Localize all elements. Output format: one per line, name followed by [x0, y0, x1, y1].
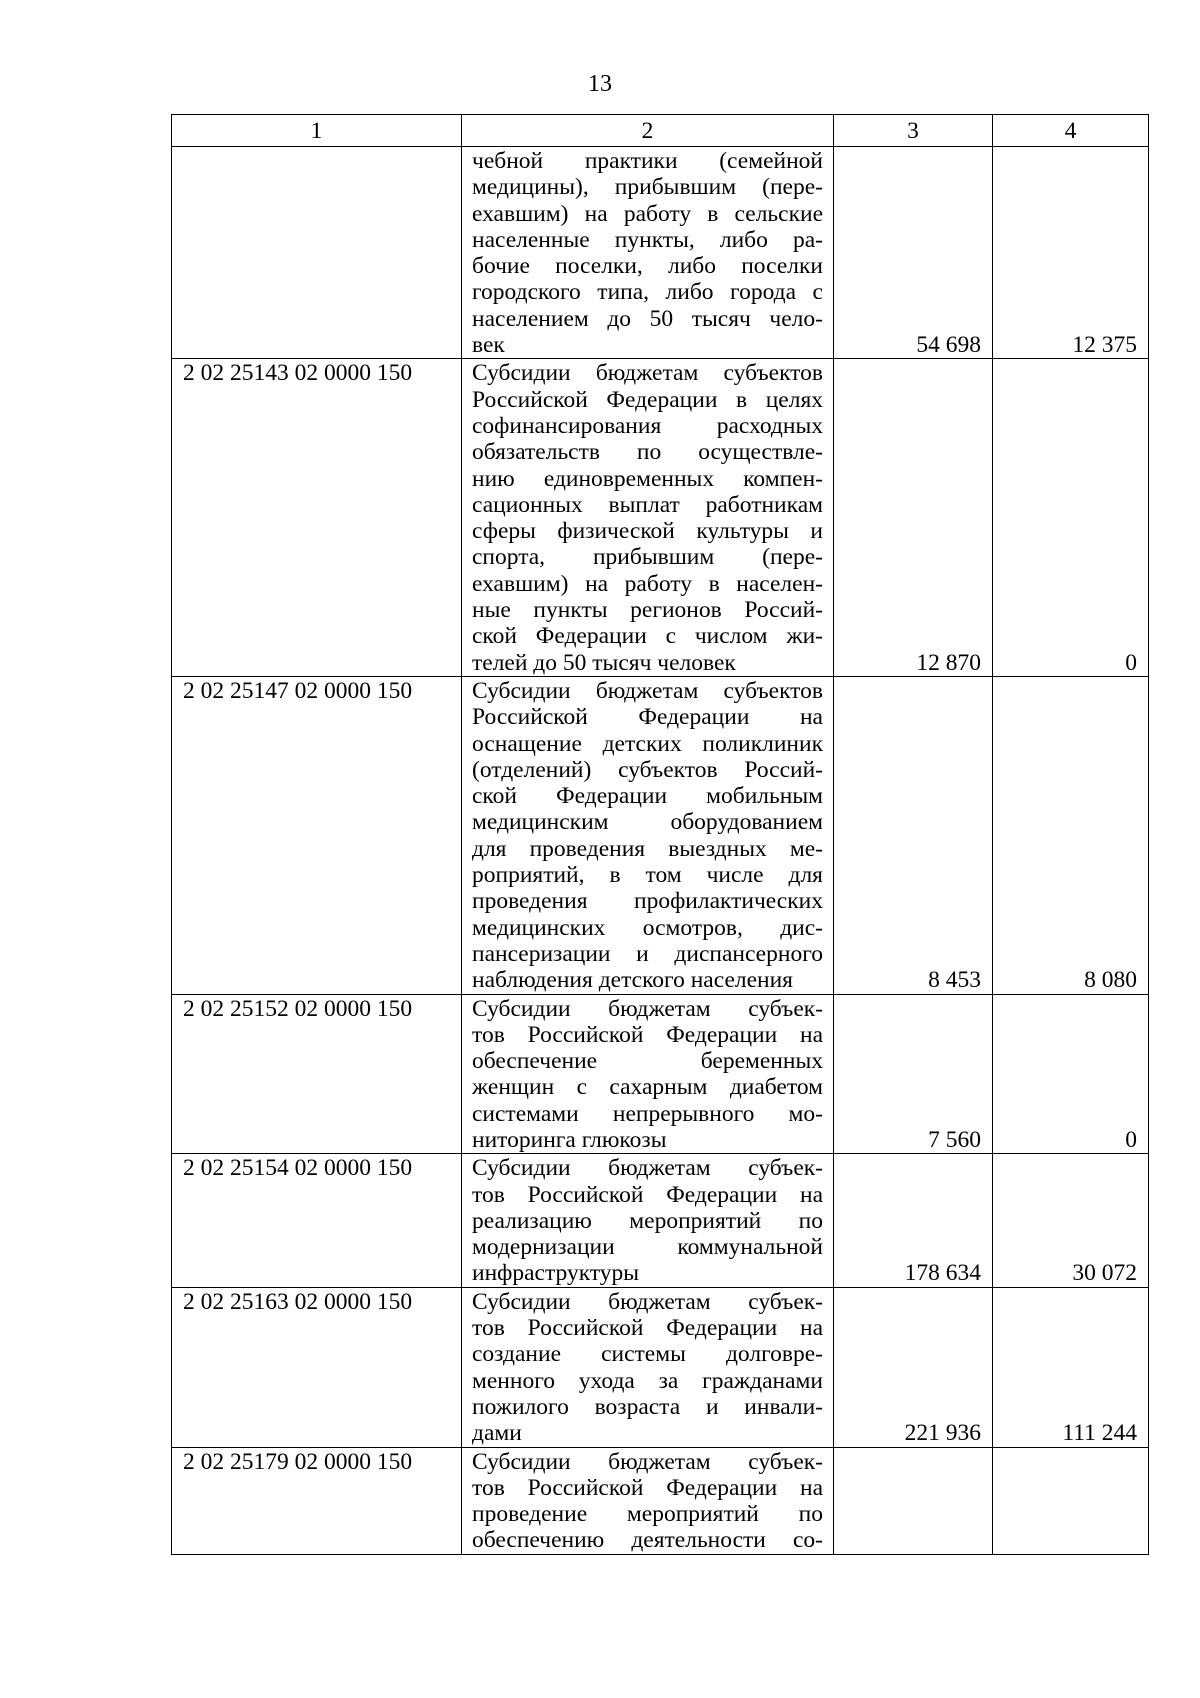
- description-line: реализацию мероприятий по: [472, 1207, 823, 1234]
- description-line: бочие поселки, либо поселки: [472, 253, 823, 280]
- description-line: оснащение детских поликлиник: [472, 730, 823, 757]
- description-line: наблюдения детского населения: [472, 967, 793, 994]
- amount-col3-cell: 7 560: [834, 994, 993, 1154]
- description-line: ской Федерации с числом жи-: [472, 623, 823, 650]
- description-cell: [462, 147, 834, 359]
- description-line: ехавшим) на работу в населен-: [472, 570, 823, 597]
- description-line: телей до 50 тысяч человек: [472, 649, 736, 676]
- amount-col4-cell: 0: [993, 359, 1149, 677]
- description-line: нию единовременных компен-: [472, 465, 823, 492]
- description-line: ехавшим) на работу в сельские: [472, 200, 823, 227]
- page-number: 13: [588, 71, 612, 97]
- description-line: медицины), прибывшим (пере-: [472, 174, 823, 201]
- description-line: медицинским оборудованием: [472, 809, 823, 836]
- column-header: 3: [834, 115, 993, 147]
- description-cell: [462, 1154, 834, 1287]
- description-line: ные пункты регионов Россий-: [472, 597, 823, 624]
- amount-col3-cell: [834, 1447, 993, 1554]
- description-line: сферы физической культуры и: [472, 518, 823, 545]
- description-line: инфраструктуры: [472, 1260, 640, 1287]
- description-line: обеспечению деятельности со-: [472, 1527, 823, 1554]
- description-line: населенные пункты, либо ра-: [472, 226, 823, 253]
- description-cell: [462, 676, 834, 994]
- description-line: (отделений) субъектов Россий-: [472, 756, 823, 783]
- amount-col4-cell: 111 244: [993, 1287, 1149, 1447]
- budget-code-cell: 2 02 25154 02 0000 150: [172, 1154, 462, 1287]
- description-line: женщин с сахарным диабетом: [472, 1074, 823, 1101]
- description-line: тов Российской Федерации на: [472, 1474, 823, 1501]
- amount-col4-cell: 0: [993, 994, 1149, 1154]
- description-line: Субсидии бюджетам субъектов: [472, 360, 823, 387]
- description-line: населением до 50 тысяч чело-: [472, 305, 823, 332]
- description-line: тов Российской Федерации на: [472, 1181, 823, 1208]
- description-line: создание системы долговре-: [472, 1341, 823, 1368]
- description-line: модернизации коммунальной: [472, 1234, 823, 1261]
- description-line: Российской Федерации на: [472, 704, 823, 731]
- budget-code-cell: 2 02 25152 02 0000 150: [172, 994, 462, 1154]
- amount-col3-cell: 12 870: [834, 359, 993, 677]
- description-line: Субсидии бюджетам субъек-: [472, 1448, 823, 1475]
- table-row: [172, 359, 1149, 677]
- amount-col3-cell: 8 453: [834, 676, 993, 994]
- budget-table: [171, 114, 1149, 1555]
- description-line: проведение мероприятий по: [472, 1501, 823, 1528]
- table-row: [172, 1287, 1149, 1447]
- table-row: [172, 676, 1149, 994]
- column-header: 1: [172, 115, 462, 147]
- description-cell: [462, 359, 834, 677]
- description-line: сационных выплат работникам: [472, 491, 823, 518]
- description-line: чебной практики (семейной: [472, 148, 823, 174]
- description-line: дами: [472, 1420, 522, 1447]
- description-line: спорта, прибывшим (пере-: [472, 544, 823, 571]
- amount-col3-cell: 54 698: [834, 147, 993, 359]
- description-cell: [462, 1287, 834, 1447]
- table-header-row: [172, 115, 1149, 147]
- budget-code-cell: 2 02 25179 02 0000 150: [172, 1447, 462, 1554]
- description-line: для проведения выездных ме-: [472, 835, 823, 862]
- description-line: ниторинга глюкозы: [472, 1126, 667, 1153]
- description-line: обязательств по осуществле-: [472, 439, 823, 466]
- budget-code-cell: [172, 147, 462, 359]
- budget-code-cell: 2 02 25143 02 0000 150: [172, 359, 462, 677]
- description-line: ской Федерации мобильным: [472, 783, 823, 810]
- amount-col3-cell: 221 936: [834, 1287, 993, 1447]
- description-line: пожилого возраста и инвали-: [472, 1393, 823, 1420]
- description-cell: [462, 994, 834, 1154]
- table-row: [172, 147, 1149, 359]
- description-line: век: [472, 332, 505, 359]
- description-line: пансеризации и диспансерного: [472, 940, 823, 967]
- description-line: Субсидии бюджетам субъектов: [472, 677, 823, 704]
- description-line: системами непрерывного мо-: [472, 1100, 823, 1127]
- description-line: городского типа, либо города с: [472, 279, 823, 306]
- description-line: роприятий, в том числе для: [472, 862, 823, 889]
- column-header: 4: [993, 115, 1149, 147]
- amount-col4-cell: 12 375: [993, 147, 1149, 359]
- amount-col4-cell: 30 072: [993, 1154, 1149, 1287]
- description-line: менного ухода за гражданами: [472, 1367, 823, 1394]
- amount-col4-cell: 8 080: [993, 676, 1149, 994]
- description-line: проведения профилактических: [472, 888, 823, 915]
- table-row: [172, 994, 1149, 1154]
- budget-code-cell: 2 02 25147 02 0000 150: [172, 676, 462, 994]
- description-line: Субсидии бюджетам субъек-: [472, 1288, 823, 1315]
- description-line: Субсидии бюджетам субъек-: [472, 1155, 823, 1182]
- budget-code-cell: 2 02 25163 02 0000 150: [172, 1287, 462, 1447]
- table-row: [172, 1447, 1149, 1554]
- amount-col3-cell: 178 634: [834, 1154, 993, 1287]
- description-line: Российской Федерации в целях: [472, 386, 823, 413]
- description-line: тов Российской Федерации на: [472, 1021, 823, 1048]
- description-line: Субсидии бюджетам субъек-: [472, 995, 823, 1022]
- amount-col4-cell: [993, 1447, 1149, 1554]
- description-line: тов Российской Федерации на: [472, 1315, 823, 1342]
- table-row: [172, 1154, 1149, 1287]
- column-header: 2: [462, 115, 834, 147]
- description-line: софинансирования расходных: [472, 412, 823, 439]
- description-line: обеспечение беременных: [472, 1048, 823, 1075]
- description-cell: [462, 1447, 834, 1554]
- description-line: медицинских осмотров, дис-: [472, 914, 823, 941]
